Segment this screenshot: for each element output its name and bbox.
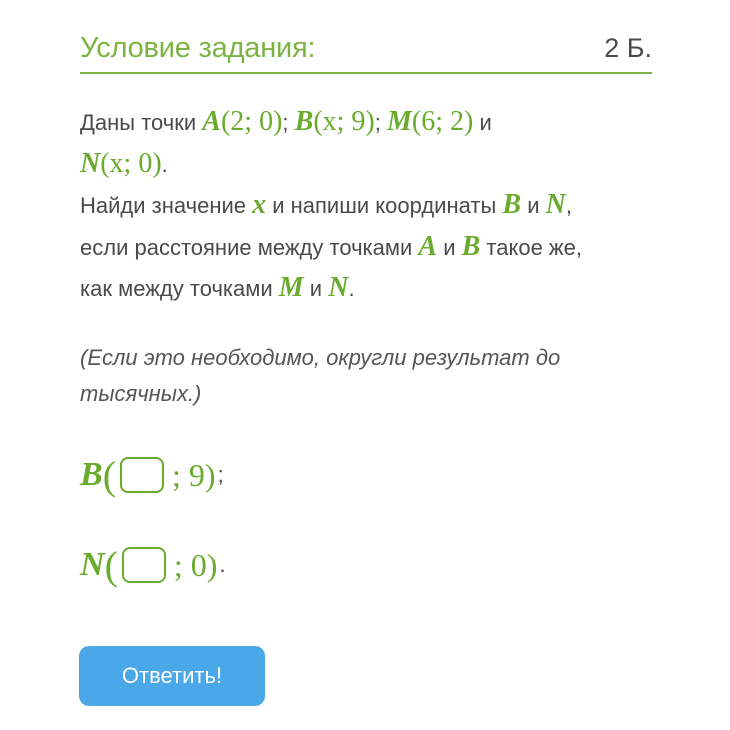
answer-b-x-input[interactable] [120,457,164,493]
point-m: M [278,272,304,303]
separator: ; [282,110,295,135]
statement-text: и напиши координаты [266,193,503,218]
point-b: B [502,189,522,220]
statement-text: и [437,234,462,260]
answer-b-rest: ; 9) [172,456,216,493]
statement-text: если расстояние между точками [80,234,419,260]
statement-line-5 [80,268,655,310]
point-a: A [418,230,438,262]
point-n: N [328,272,349,303]
statement-text: такое же, [480,234,582,260]
statement-text: . [161,151,168,177]
answer-b-label: B [80,456,103,493]
point-b-coords: (x; 9) [313,106,375,137]
point-n-coords: (x; 0) [100,147,162,179]
point-n: N [545,189,566,220]
answer-n-x-input[interactable] [122,547,166,583]
statement-line-4 [80,227,655,269]
point-b: B [461,230,481,262]
submit-answer-button[interactable]: Ответить! [79,646,265,706]
open-paren: ( [102,452,117,498]
statement-text: и [303,276,329,301]
answer-n-row [80,540,226,590]
statement-text: и [473,110,492,135]
point-m-coords: (6; 2) [411,106,474,137]
statement-text: Найди значение [80,193,253,218]
task-statement [80,102,655,310]
task-points: 2 Б. [604,32,652,63]
statement-text: как между точками [80,276,279,301]
statement-line-1 [80,102,655,144]
point-a: A [202,106,221,137]
answer-b-row [80,450,224,500]
task-header [80,24,652,74]
statement-text: Даны точки [80,110,203,135]
point-m: M [387,106,412,137]
task-title: Условие задания: [80,31,316,64]
rounding-hint: (Если это необходимо, округли результат до тысячных.) [80,345,561,406]
open-paren: ( [104,542,118,588]
point-b: B [294,106,314,137]
statement-text: и [521,193,546,218]
statement-text: , [565,193,572,218]
answer-n-label: N [80,546,105,583]
point-a-coords: (2; 0) [220,106,283,137]
answer-n-tail: . [219,552,226,577]
answer-n-rest: ; 0) [173,546,218,583]
var-x: x [252,189,267,220]
point-n: N [80,147,101,179]
answer-b-tail: ; [217,462,224,487]
statement-line-2 [80,144,655,186]
statement-text: . [348,276,355,301]
statement-line-3 [80,185,655,227]
separator: ; [374,110,387,135]
